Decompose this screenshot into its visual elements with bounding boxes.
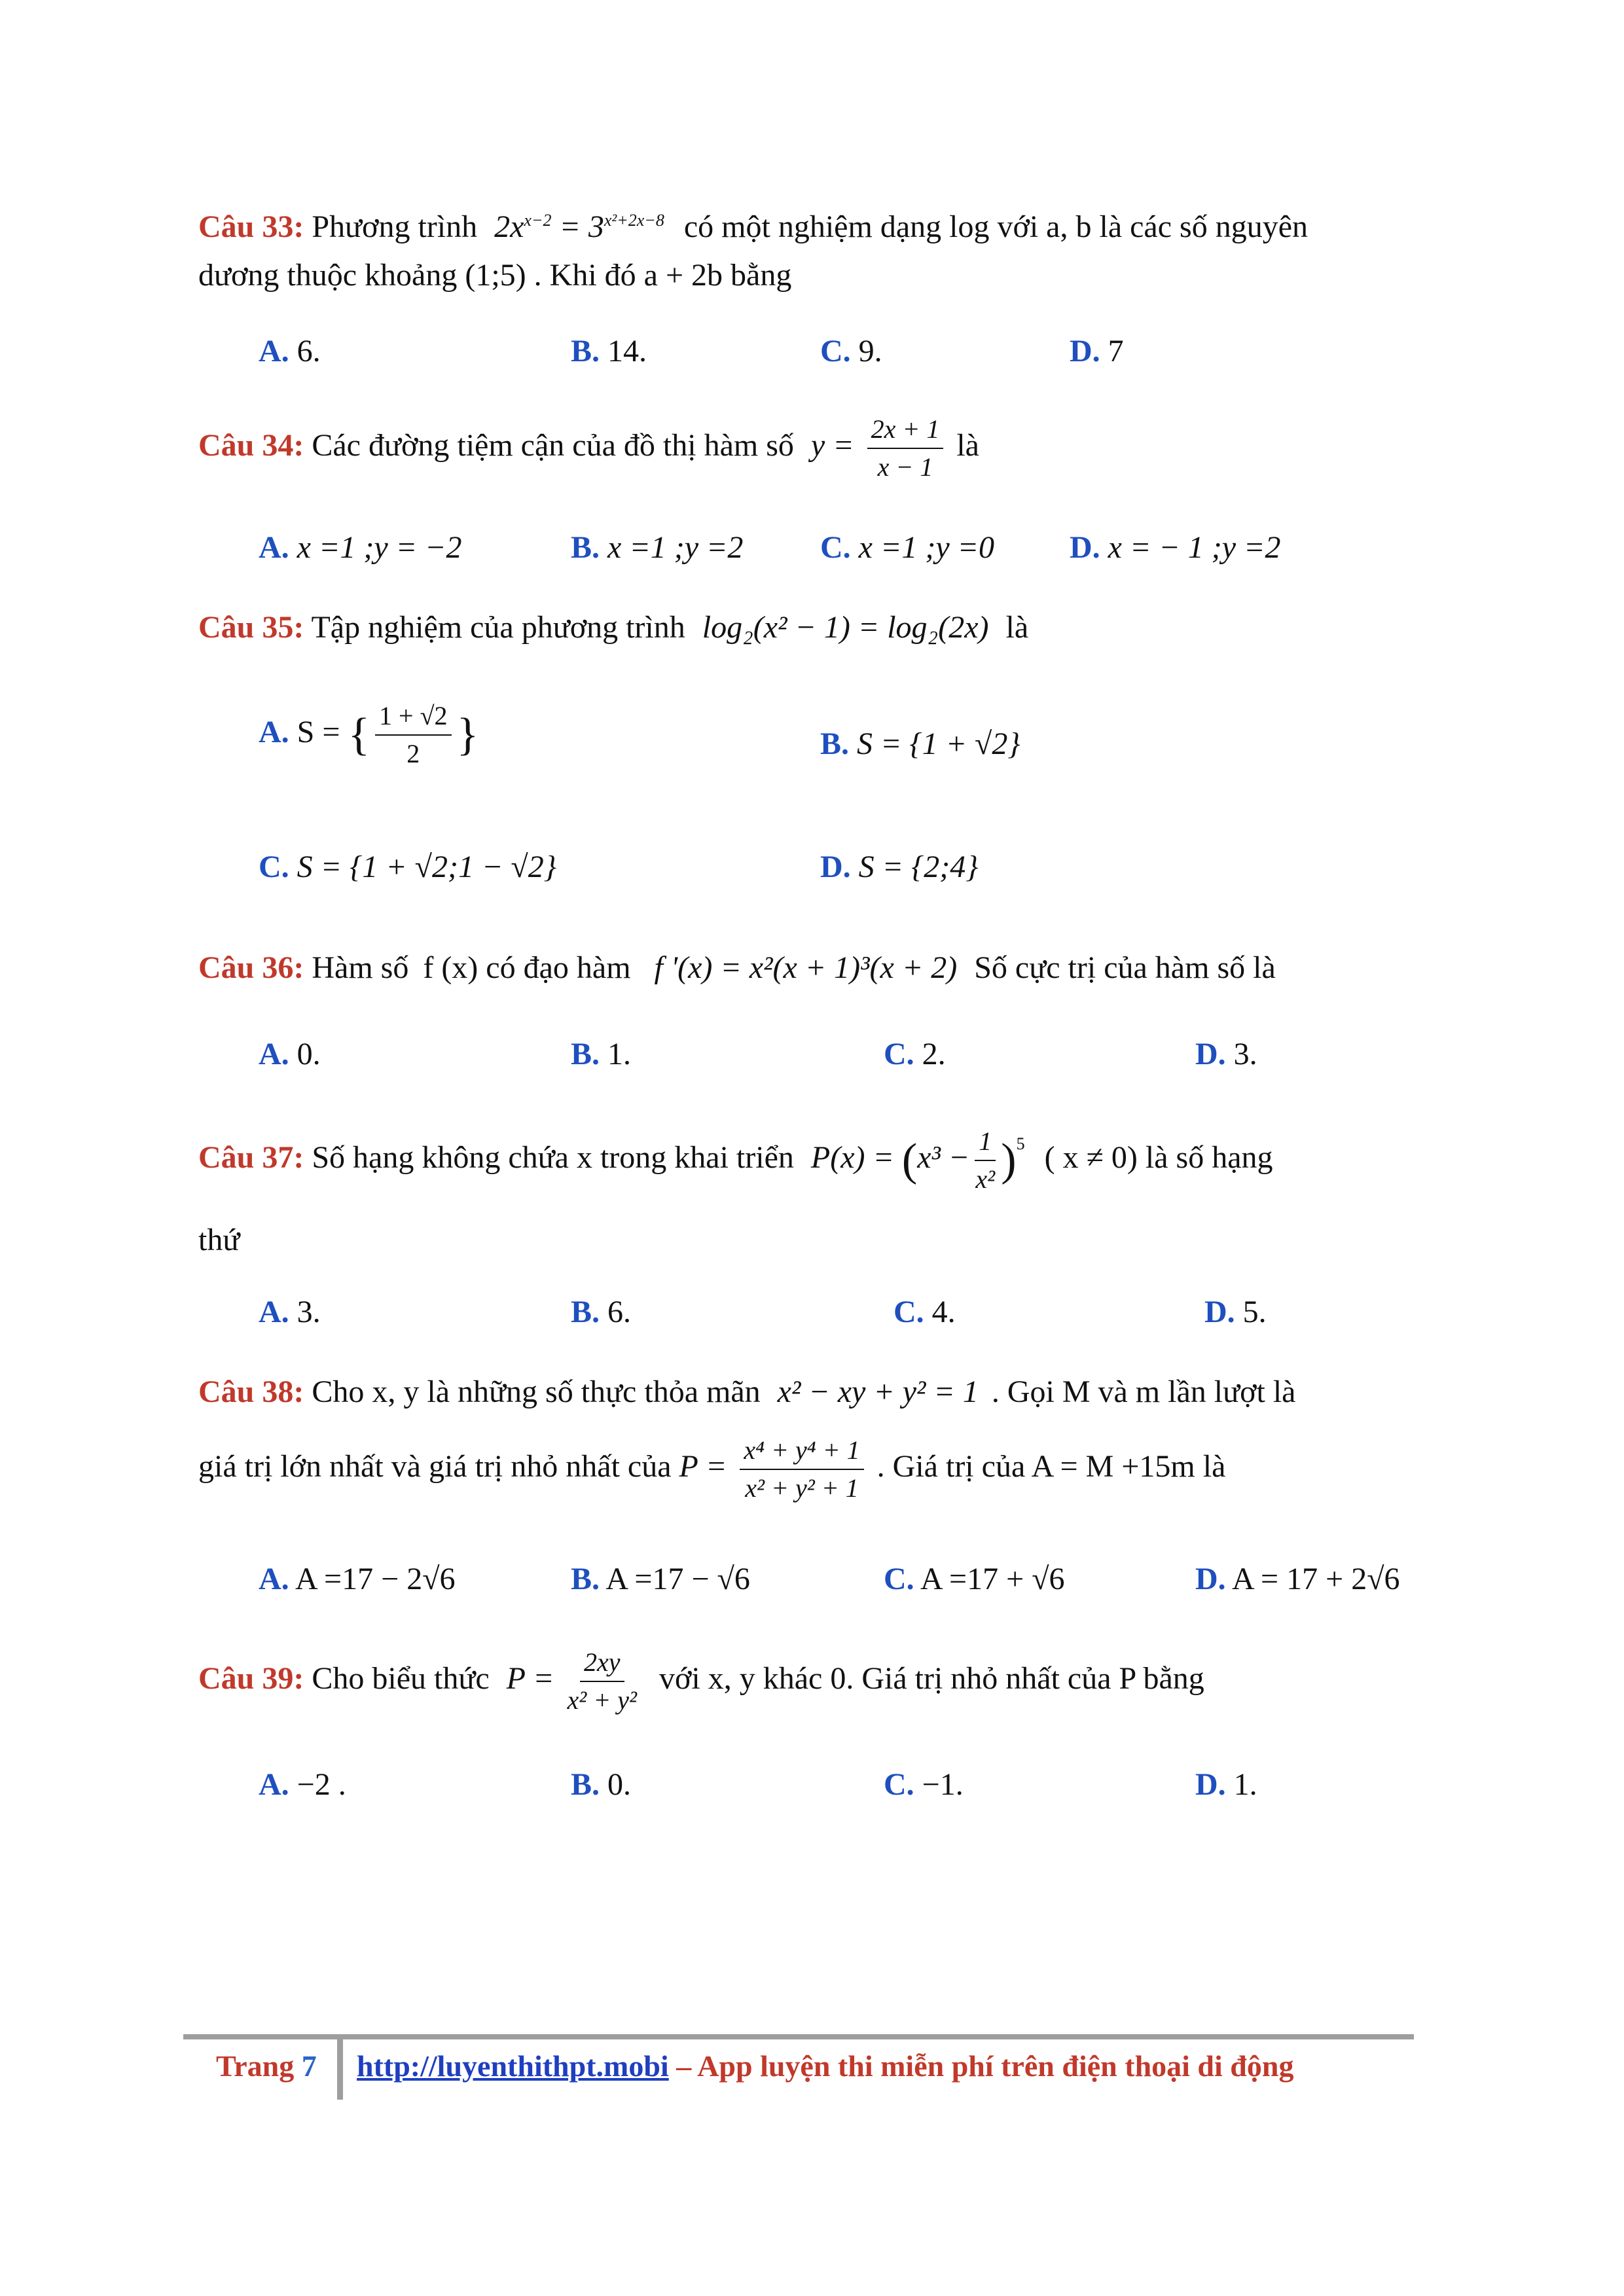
answer-d[interactable]: D. 7: [1070, 334, 1124, 368]
answer-d[interactable]: D. 3.: [1195, 1037, 1257, 1071]
answer-b[interactable]: B. 0.: [571, 1767, 632, 1802]
question-text: . Gọi M và m lần lượt là: [991, 1374, 1296, 1409]
answer-d[interactable]: D. A = 17 + 2√6: [1195, 1562, 1400, 1596]
question-label: Câu 38:: [198, 1374, 304, 1409]
footer-text: http://luyenthithpt.mobi – App luyện thi miễn phí trên điện thoại di động: [357, 2049, 1294, 2083]
answer-c[interactable]: C. −1.: [884, 1767, 964, 1802]
exponent: 5: [1016, 1134, 1025, 1154]
answer-c[interactable]: C. 4.: [893, 1295, 956, 1329]
answer-a[interactable]: A. 0.: [259, 1037, 321, 1071]
answer-a[interactable]: A. x =1 ;y = −2: [259, 530, 462, 565]
question-text: . Giá trị của A = M +15m là: [876, 1449, 1226, 1484]
question-text: Các đường tiệm cận của đồ thị hàm số: [312, 428, 794, 463]
question-36: [198, 949, 1276, 987]
answer-b[interactable]: B. S = {1 + √2}: [820, 726, 1020, 761]
math-expression: = 3: [559, 209, 604, 244]
question-text: Số hạng không chứa x trong khai triển: [312, 1140, 794, 1175]
math-expression: x² − xy + y² = 1: [777, 1374, 979, 1409]
question-text: có một nghiệm dạng log với a, b là các số nguyên: [683, 209, 1308, 244]
question-34: [198, 414, 979, 483]
question-text: Hàm số: [312, 950, 409, 985]
question-33-line2: dương thuộc khoảng (1;5) . Khi đó a + 2b bằng: [198, 258, 792, 293]
math-expression: 2x: [494, 209, 524, 244]
question-39: [198, 1647, 1204, 1716]
math-expression: y =: [810, 428, 854, 463]
math-expression: P =: [679, 1449, 727, 1484]
answer-c[interactable]: C. 2.: [884, 1037, 946, 1071]
question-38: [198, 1373, 1295, 1411]
question-text: giá trị lớn nhất và giá trị nhỏ nhất của: [198, 1449, 672, 1484]
question-text: f (x) có đạo hàm: [423, 950, 631, 985]
question-label: Câu 37:: [198, 1140, 304, 1175]
question-label: Câu 35:: [198, 610, 304, 645]
page-number: Trang 7: [216, 2049, 317, 2083]
answer-c[interactable]: C. x =1 ;y =0: [820, 530, 995, 565]
question-text: Tập nghiệm của phương trình: [311, 610, 685, 645]
footer-divider: [183, 2034, 1414, 2039]
exponent: x²+2x−8: [604, 211, 664, 230]
question-text: Phương trình: [312, 209, 478, 244]
math-expression: log₂(x² − 1) = log₂(2x): [702, 610, 989, 645]
math-expression: P =: [506, 1661, 554, 1696]
fraction: $\frac{2x + 1}{x - 1}$: [867, 414, 944, 483]
question-text: Số cực trị của hàm số là: [974, 950, 1276, 985]
question-text: là: [956, 428, 979, 463]
fraction: $\frac{1}{\text{x²}}$: [975, 1126, 996, 1194]
answer-b[interactable]: B. x =1 ;y =2: [571, 530, 744, 565]
math-expression: P(x) =: [810, 1140, 894, 1175]
answer-a[interactable]: A. S = { $\frac{1 + √2}{2}$ }: [259, 701, 479, 768]
answer-b[interactable]: B. 1.: [571, 1037, 632, 1071]
answer-d[interactable]: D. 1.: [1195, 1767, 1257, 1802]
question-label: Câu 33:: [198, 209, 304, 244]
answer-b[interactable]: B. A =17 − √6: [571, 1562, 750, 1596]
question-label: Câu 36:: [198, 950, 304, 985]
answer-c[interactable]: C. A =17 + √6: [884, 1562, 1065, 1596]
question-38-line2: [198, 1435, 1225, 1504]
question-37-line2: thứ: [198, 1223, 240, 1257]
exponent: x−2: [524, 211, 552, 230]
answer-c[interactable]: C. S = {1 + √2;1 − √2}: [259, 850, 556, 884]
footer-separator: [337, 2037, 343, 2100]
question-label: Câu 34:: [198, 428, 304, 463]
math-expression: x³ −: [917, 1140, 970, 1175]
answer-a[interactable]: A. A =17 − 2√6: [259, 1562, 456, 1596]
question-text: với x, y khác 0. Giá trị nhỏ nhất của P bằng: [659, 1661, 1204, 1696]
answer-b[interactable]: B. 6.: [571, 1295, 632, 1329]
answer-a[interactable]: A. 3.: [259, 1295, 321, 1329]
answer-c[interactable]: C. 9.: [820, 334, 882, 368]
answer-d[interactable]: D. S = {2;4}: [820, 850, 979, 884]
answer-d[interactable]: D. 5.: [1204, 1295, 1267, 1329]
question-text: ( x ≠ 0) là số hạng: [1044, 1140, 1273, 1175]
question-label: Câu 39:: [198, 1661, 304, 1696]
question-35: [198, 609, 1028, 647]
question-33: [198, 208, 1308, 246]
answer-b[interactable]: B. 14.: [571, 334, 647, 368]
answer-a[interactable]: A. −2 .: [259, 1767, 346, 1802]
answer-a[interactable]: A. 6.: [259, 334, 321, 368]
question-text: Cho biểu thức: [312, 1661, 490, 1696]
question-text: Cho x, y là những số thực thỏa mãn: [312, 1374, 761, 1409]
answer-d[interactable]: D. x = − 1 ;y =2: [1070, 530, 1281, 565]
fraction: $\frac{2xy}{\text{x² + y²}}$: [567, 1647, 637, 1715]
fraction: $\frac{\text{x⁴ + y⁴ + 1}}{\text{x² + y² + 1}}$: [740, 1435, 863, 1504]
math-expression: f '(x) = x²(x + 1)³(x + 2): [654, 950, 958, 985]
question-text: là: [1005, 610, 1029, 645]
footer-link[interactable]: http://luyenthithpt.mobi: [357, 2049, 669, 2083]
question-37: Câu 37: Số hạng không chứa x trong khai triển P(x) = (x³ − $\frac{1}{\text{x²}}$ )$^5$ ( x ≠ 0) là số hạng: [198, 1126, 1273, 1194]
